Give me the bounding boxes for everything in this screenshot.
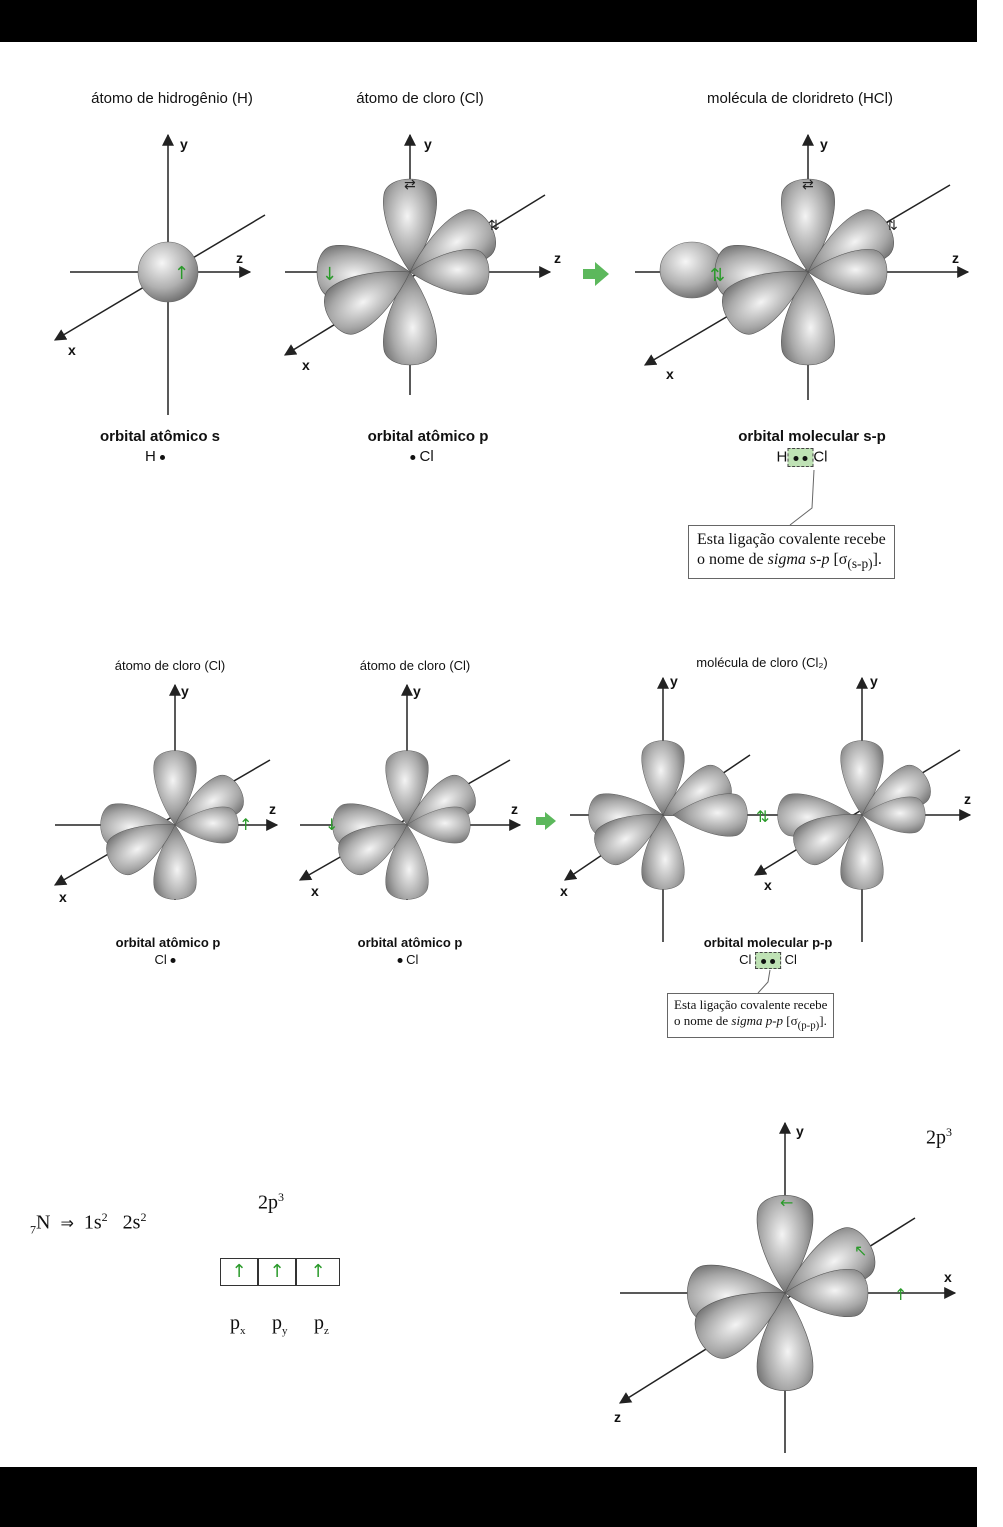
x-axis-label: x <box>302 357 310 373</box>
reaction-arrow-1 <box>583 262 609 286</box>
h-s-orbital-figure <box>40 125 280 415</box>
x-axis-label: x <box>666 366 674 382</box>
svg-text:z: z <box>269 801 276 817</box>
y-axis-label: y <box>820 136 828 152</box>
svg-text:x: x <box>560 883 568 899</box>
nitrogen-2p-orbital-figure <box>610 1118 970 1453</box>
nitrogen-configuration: $_7$N ⇒ $1s^2$ $2s^2$ <box>30 1210 147 1237</box>
svg-text:y: y <box>670 673 678 689</box>
pp-molecular-orbital-caption: orbital molecular p-p <box>703 935 833 950</box>
x-axis-label: x <box>68 342 76 358</box>
svg-text:↑: ↑ <box>894 1285 908 1304</box>
cl-atom-title: átomo de cloro (Cl) <box>356 90 484 107</box>
sp-molecular-orbital-caption: orbital molecular s-p <box>738 428 886 445</box>
bond-electron-pair: ⇅ <box>710 265 726 286</box>
electron-arrow: ↑ <box>174 263 190 284</box>
cl-lewis-symbol: Cl <box>410 448 433 465</box>
reaction-arrow-2 <box>536 812 556 830</box>
cl2-lewis-formula: Cl Cl <box>739 952 797 969</box>
sigma-pp-callout: Esta ligação covalente recebe o nome de sigma p-p $[\sigma_{(p-p)}]$. <box>667 993 834 1038</box>
p-orbital-caption: orbital atômico p <box>367 428 489 445</box>
svg-text:x: x <box>59 889 67 905</box>
h-atom-title: átomo de hidrogênio (H) <box>91 90 253 107</box>
svg-text:x: x <box>311 883 319 899</box>
svg-text:⇅: ⇅ <box>488 218 500 234</box>
cl2-p-caption: orbital atômico p <box>357 935 463 950</box>
pz-orbital-box: ↑ <box>296 1258 340 1286</box>
cl-atom-1-title: átomo de cloro (Cl) <box>114 658 226 673</box>
cl2-pp-orbital-figure <box>560 670 978 945</box>
svg-text:y: y <box>796 1123 804 1139</box>
z-axis-label: z <box>554 250 561 266</box>
y-axis-label: y <box>424 136 432 152</box>
y-axis-label: y <box>180 136 188 152</box>
cl-p-orbital-figure <box>280 125 570 415</box>
z-axis-label: z <box>236 250 243 266</box>
electron-dot <box>410 455 415 460</box>
sigma-sp-callout: Esta ligação covalente recebe o nome de sigma s-p $[\sigma_{(s-p)}]$. <box>688 525 895 579</box>
electron-dot <box>160 455 165 460</box>
svg-text:↖: ↖ <box>854 1241 868 1260</box>
callout-pointer-1 <box>790 468 830 526</box>
top-black-bar <box>0 0 977 42</box>
bond-electron-pair: ⇅ <box>756 807 770 826</box>
svg-text:z: z <box>614 1409 621 1425</box>
cl1-p-caption: orbital atômico p <box>115 935 221 950</box>
svg-text:x: x <box>944 1269 952 1285</box>
hcl-molecule-title: molécula de cloridreto (HCl) <box>707 90 893 107</box>
svg-text:⇄: ⇄ <box>404 177 416 193</box>
svg-text:↑: ↑ <box>239 815 253 834</box>
py-orbital-box: ↑ <box>258 1258 296 1286</box>
cl2-molecule-title: molécula de cloro (Cl₂) <box>696 655 828 670</box>
svg-text:←: ← <box>780 1193 794 1212</box>
svg-text:⇄: ⇄ <box>802 177 814 193</box>
svg-text:y: y <box>181 683 189 699</box>
px-label: $p_x$ <box>230 1312 246 1337</box>
hcl-sp-orbital-figure <box>630 125 975 415</box>
cl2-lewis-symbol: Cl <box>398 952 419 967</box>
svg-text:z: z <box>964 791 971 807</box>
cl-atom-2-p-orbital-figure <box>295 680 535 910</box>
shared-electron-pair <box>755 952 781 969</box>
px-orbital-box: ↑ <box>220 1258 258 1286</box>
callout-pointer-2 <box>756 968 786 994</box>
svg-text:⇅: ⇅ <box>886 218 898 234</box>
svg-text:y: y <box>870 673 878 689</box>
shared-electron-pair <box>787 448 813 467</box>
hcl-lewis-formula: H Cl <box>776 448 828 466</box>
cl-atom-1-p-orbital-figure <box>45 680 285 910</box>
svg-text:y: y <box>413 683 421 699</box>
cl1-lewis-symbol: Cl <box>155 952 176 967</box>
py-label: $p_y$ <box>272 1312 288 1337</box>
z-axis-label: z <box>952 250 959 266</box>
electron-arrow: ↓ <box>322 264 338 285</box>
pz-label: $p_z$ <box>314 1312 329 1337</box>
figure-2p3-label: $2p^3$ <box>926 1125 952 1149</box>
h-lewis-symbol: H <box>145 448 165 465</box>
s-orbital-caption: orbital atômico s <box>99 428 221 445</box>
svg-text:↓: ↓ <box>325 815 339 834</box>
svg-text:z: z <box>511 801 518 817</box>
bottom-black-bar <box>0 1467 977 1527</box>
svg-text:x: x <box>764 877 772 893</box>
cl-atom-2-title: átomo de cloro (Cl) <box>359 658 471 673</box>
2p-subshell-label: $2p^3$ <box>258 1190 284 1214</box>
